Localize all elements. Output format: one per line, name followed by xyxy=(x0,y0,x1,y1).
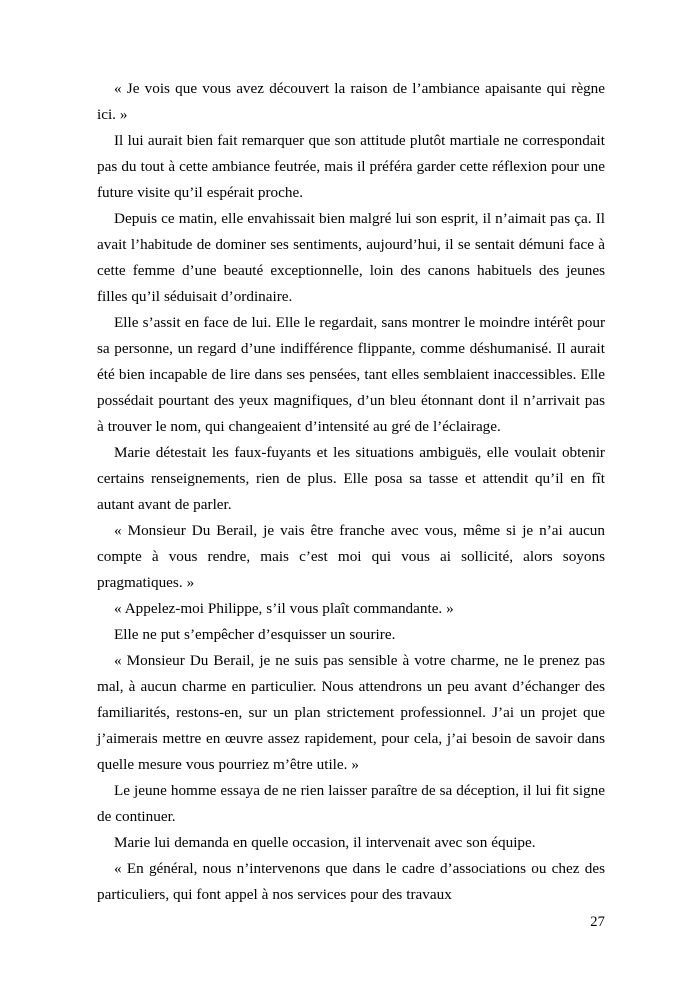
paragraph: Elle s’assit en face de lui. Elle le regardait, sans montrer le moindre intérêt pour sa personne, un regard d’une indifférence flippante, comme déshumanisé. Il aurait été bien incapable de lire dans ses pensées, tant elles semblaient inaccessibles. Elle possédait pourtant des yeux magnifiques, d’un bleu étonnant dont il n’arrivait pas à trouver le nom, qui changeaient d’intensité au gré de l’éclairage. xyxy=(97,314,605,435)
page-number: 27 xyxy=(590,914,605,930)
paragraph: Marie détestait les faux-fuyants et les situations ambiguës, elle voulait obtenir certains renseignements, rien de plus. Elle posa sa tasse et attendit qu’il en fît autant avant de parler. xyxy=(97,444,605,513)
body-text-block xyxy=(97,76,605,908)
paragraph: Marie lui demanda en quelle occasion, il intervenait avec son équipe. xyxy=(114,834,536,851)
paragraph: « En général, nous n’intervenons que dans le cadre d’associations ou chez des particuliers, qui font appel à nos services pour des travaux xyxy=(97,860,605,903)
paragraph: Elle ne put s’empêcher d’esquisser un sourire. xyxy=(114,626,396,643)
paragraph: « Monsieur Du Berail, je ne suis pas sensible à votre charme, ne le prenez pas mal, à aucun charme en particulier. Nous attendrons un peu avant d’échanger des familiarités, restons-en, sur un plan strictement professionnel. J’ai un projet que j’aimerais mettre en œuvre assez rapidement, pour cela, j’ai besoin de savoir dans quelle mesure vous pourriez m’être utile. » xyxy=(97,652,605,773)
paragraph: Depuis ce matin, elle envahissait bien malgré lui son esprit, il n’aimait pas ça. Il avait l’habitude de dominer ses sentiments, aujourd’hui, il se sentait démuni face à cette femme d’une beauté exceptionnelle, loin des canons habituels des jeunes filles qu’il séduisait d’ordinaire. xyxy=(97,210,605,305)
paragraph: « Appelez-moi Philippe, s’il vous plaît commandante. » xyxy=(114,600,454,617)
paragraph: Le jeune homme essaya de ne rien laisser paraître de sa déception, il lui fit signe de continuer. xyxy=(97,782,605,825)
paragraph: Il lui aurait bien fait remarquer que son attitude plutôt martiale ne correspondait pas du tout à cette ambiance feutrée, mais il préféra garder cette réflexion pour une future visite qu’il espérait proche. xyxy=(97,132,605,201)
paragraph: « Monsieur Du Berail, je vais être franche avec vous, même si je n’ai aucun compte à vous rendre, mais c’est moi qui vous ai sollicité, alors soyons pragmatiques. » xyxy=(97,522,605,591)
paragraph: « Je vois que vous avez découvert la raison de l’ambiance apaisante qui règne ici. » xyxy=(97,80,605,123)
